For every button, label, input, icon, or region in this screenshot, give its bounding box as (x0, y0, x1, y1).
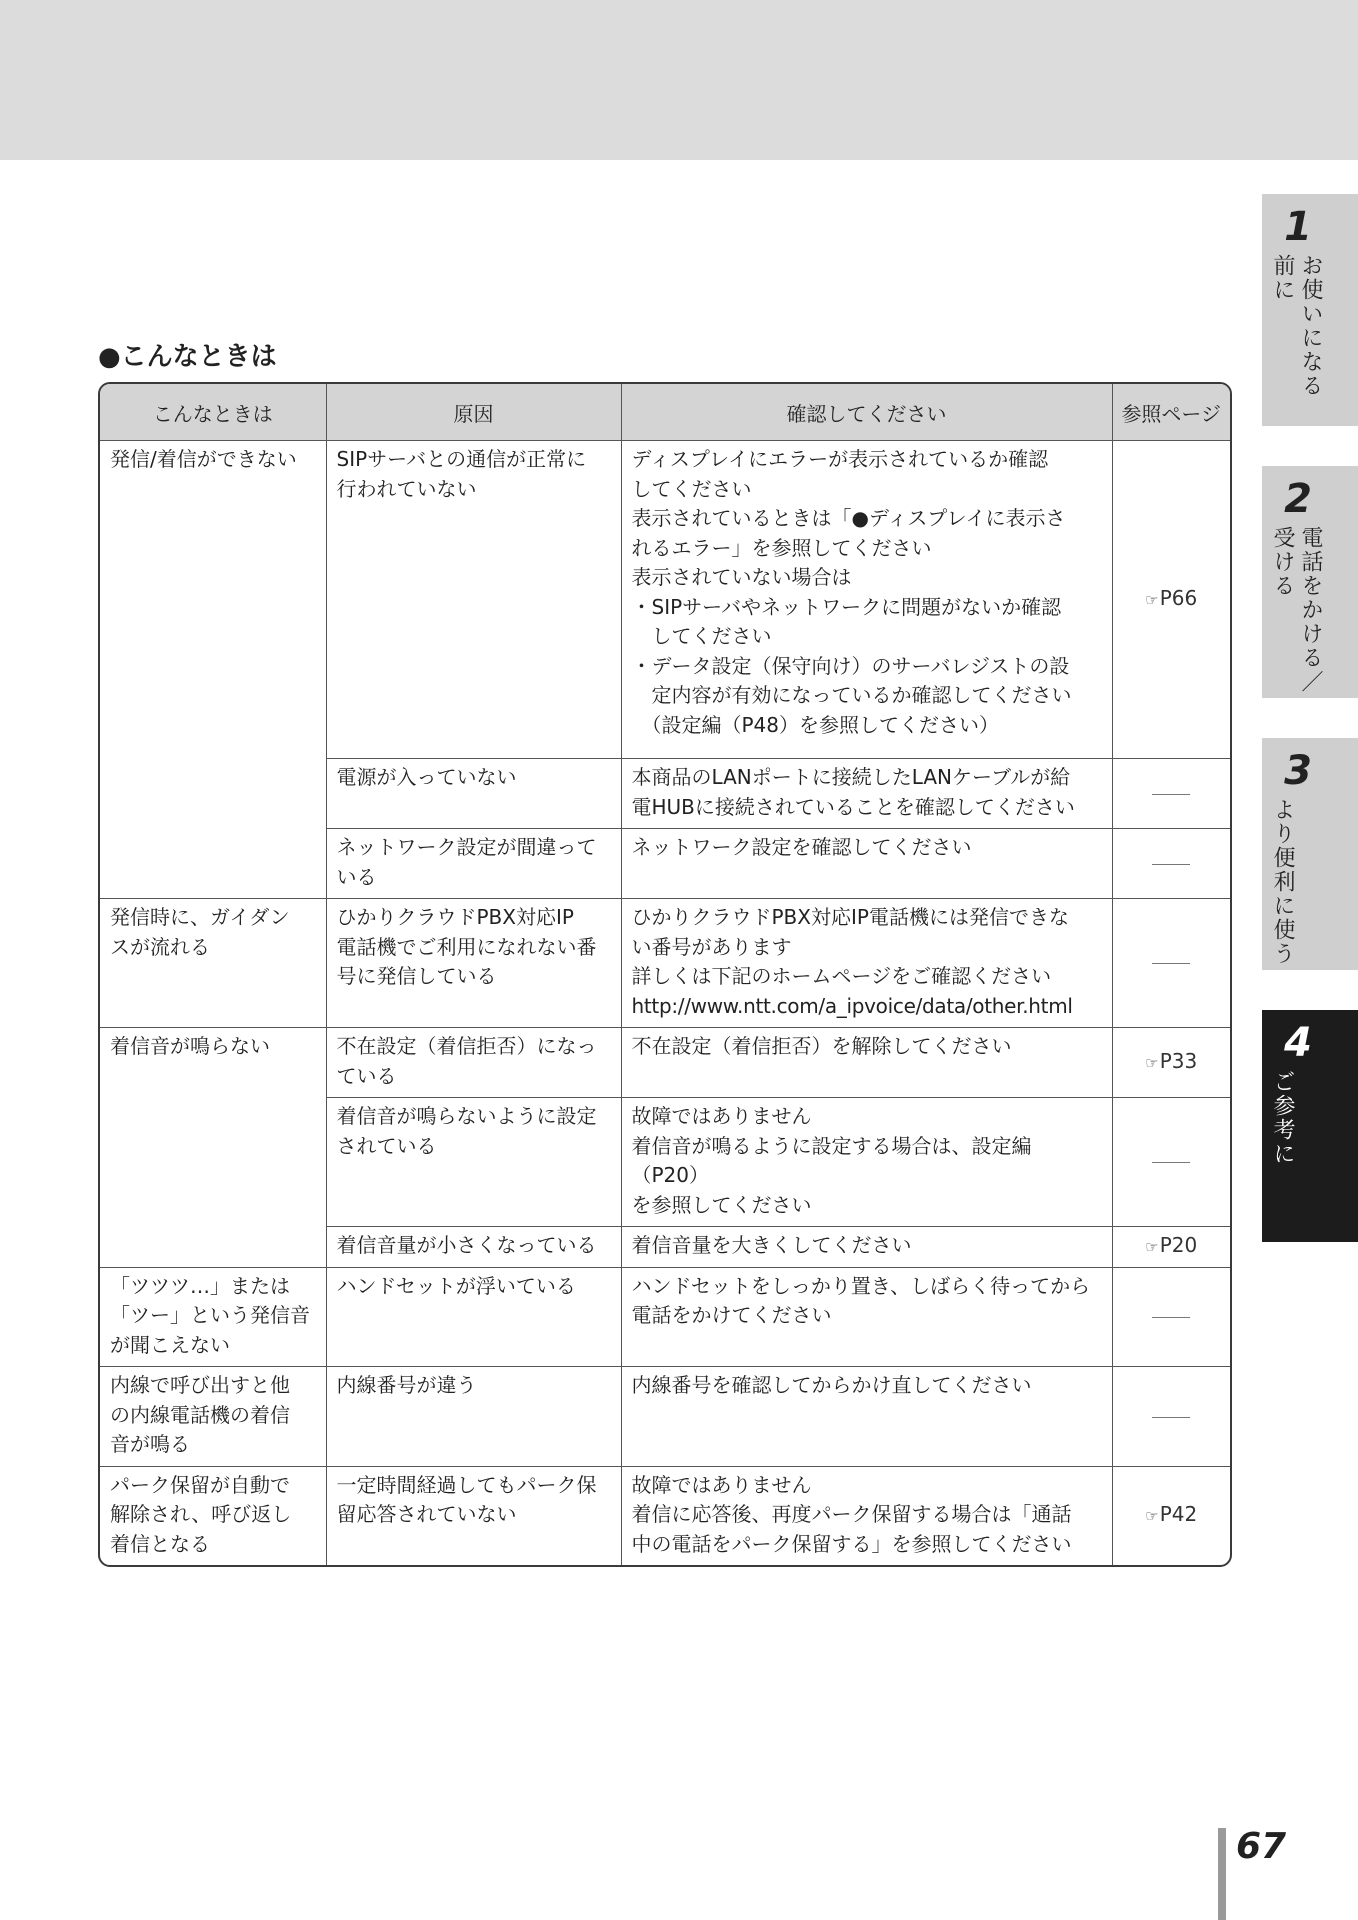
cause-cell: ハンドセットが浮いている (326, 1267, 621, 1367)
pointing-hand-icon: ☞ (1145, 1053, 1159, 1072)
reference-cell (1112, 1227, 1230, 1268)
situation-cell: 発信時に、ガイダン スが流れる (100, 899, 326, 1028)
check-cell: 内線番号を確認してからかけ直してください (621, 1367, 1112, 1467)
column-header-situation: こんなときは (100, 384, 326, 441)
check-cell: ディスプレイにエラーが表示されているか確認 してください 表示されているときは「●ディスプレイに表示さ れるエラー」を参照してください 表示されていない場合は ・SIPサーバやネットワークに問題がないか確認 してください ・データ設定（保守向け）のサーバレジストの設 定内容が有効になっているか確認してください （設定編（P48）を参照してください） (621, 441, 1112, 759)
reference-cell (1112, 1466, 1230, 1565)
no-reference-dash (1152, 1317, 1190, 1318)
reference-cell (1112, 441, 1230, 759)
table-row (100, 441, 1230, 759)
header-band (0, 0, 1358, 160)
chapter-tab-2[interactable] (1262, 466, 1358, 698)
chapter-number: 3 (1284, 748, 1312, 794)
cause-cell: SIPサーバとの通信が正常に 行われていない (326, 441, 621, 759)
reference-cell (1112, 1098, 1230, 1227)
reference-link[interactable]: P33 (1159, 1048, 1198, 1073)
column-header-cause: 原因 (326, 384, 621, 441)
no-reference-dash (1152, 794, 1190, 795)
no-reference-dash (1152, 864, 1190, 865)
reference-link[interactable]: P42 (1159, 1502, 1198, 1526)
chapter-number: 4 (1284, 1020, 1312, 1066)
check-cell: 故障ではありません 着信に応答後、再度パーク保留する場合は「通話 中の電話をパーク保留する」を参照してください (621, 1466, 1112, 1565)
cause-cell: 着信音量が小さくなっている (326, 1227, 621, 1268)
table-row (100, 1028, 1230, 1098)
situation-cell: 発信/着信ができない (100, 441, 326, 899)
table-row (100, 1267, 1230, 1367)
check-cell: ハンドセットをしっかり置き、しばらく待ってから 電話をかけてください (621, 1267, 1112, 1367)
cause-cell: 不在設定（着信拒否）になっ ている (326, 1028, 621, 1098)
pointing-hand-icon: ☞ (1145, 1507, 1159, 1525)
cause-cell: ネットワーク設定が間違って いる (326, 829, 621, 899)
chapter-tab-3[interactable] (1262, 738, 1358, 970)
check-cell: 着信音量を大きくしてください (621, 1227, 1112, 1268)
check-cell: 本商品のLANポートに接続したLANケーブルが給 電HUBに接続されていることを確認してください (621, 759, 1112, 829)
cause-cell: 着信音が鳴らないように設定 されている (326, 1098, 621, 1227)
situation-cell: 内線で呼び出すと他 の内線電話機の着信 音が鳴る (100, 1367, 326, 1467)
no-reference-dash (1152, 1417, 1190, 1418)
support-url-link[interactable]: http://www.ntt.com/a_ipvoice/data/other.html (631, 993, 1073, 1018)
no-reference-dash (1152, 1162, 1190, 1163)
table-header-row (100, 384, 1230, 441)
table-row (100, 899, 1230, 1028)
pointing-hand-icon: ☞ (1145, 1238, 1159, 1256)
chapter-number: 2 (1284, 476, 1312, 522)
column-header-check: 確認してください (621, 384, 1112, 441)
check-cell: 不在設定（着信拒否）を解除してください (621, 1028, 1112, 1098)
page-number-bar (1218, 1828, 1226, 1920)
section-heading: ●こんなときは (98, 342, 277, 372)
cause-cell: ひかりクラウドPBX対応IP 電話機でご利用になれない番 号に発信している (326, 899, 621, 1028)
chapter-label: ご参考に (1270, 1070, 1295, 1166)
troubleshooting-table (98, 382, 1232, 1567)
page-number: 67 (1236, 1826, 1287, 1867)
reference-cell (1112, 759, 1230, 829)
table-row (100, 1367, 1230, 1467)
check-cell: ネットワーク設定を確認してください (621, 829, 1112, 899)
situation-cell: 「ツツツ…」または 「ツー」という発信音 が聞こえない (100, 1267, 326, 1367)
cause-cell: 電源が入っていない (326, 759, 621, 829)
reference-cell (1112, 1028, 1230, 1098)
check-cell: 故障ではありません 着信音が鳴るように設定する場合は、設定編（P20） を参照してください (621, 1098, 1112, 1227)
chapter-tab-1[interactable] (1262, 194, 1358, 426)
chapter-number: 1 (1284, 204, 1312, 250)
reference-cell (1112, 1267, 1230, 1367)
reference-cell (1112, 899, 1230, 1028)
pointing-hand-icon: ☞ (1145, 590, 1159, 609)
reference-link[interactable]: P20 (1159, 1233, 1198, 1257)
reference-cell (1112, 1367, 1230, 1467)
chapter-label: 電話をかける／ 受ける (1270, 526, 1323, 694)
situation-cell: 着信音が鳴らない (100, 1028, 326, 1268)
column-header-reference: 参照ページ (1112, 384, 1230, 441)
chapter-label: お使いになる 前に (1270, 254, 1323, 398)
check-cell (621, 899, 1112, 1028)
situation-cell: パーク保留が自動で 解除され、呼び返し 着信となる (100, 1466, 326, 1565)
chapter-tab-4[interactable] (1262, 1010, 1358, 1242)
chapter-label: より便利に使う (1270, 798, 1295, 966)
reference-link[interactable]: P66 (1159, 585, 1198, 610)
no-reference-dash (1152, 963, 1190, 964)
cause-cell: 内線番号が違う (326, 1367, 621, 1467)
table-row (100, 1466, 1230, 1565)
reference-cell (1112, 829, 1230, 899)
check-text: ひかりクラウドPBX対応IP電話機には発信できな い番号があります 詳しくは下記のホームページをご確認ください (631, 905, 1069, 988)
cause-cell: 一定時間経過してもパーク保 留応答されていない (326, 1466, 621, 1565)
